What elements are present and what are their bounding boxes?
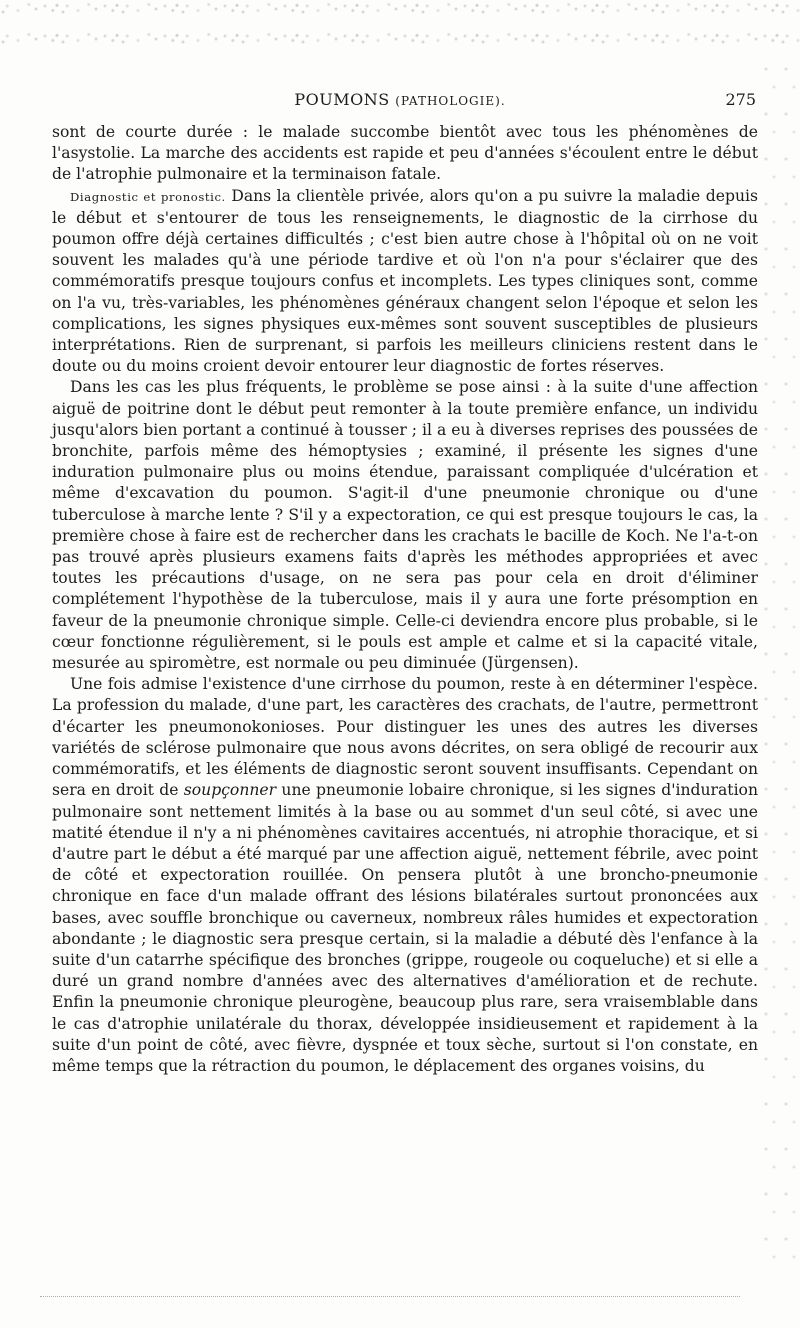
- page-number: 275: [725, 90, 756, 109]
- paragraph-3: Dans les cas les plus fréquents, le problème se pose ainsi : à la suite d'une affection aiguë de poitrine dont le début peut remonter à la toute première enfance, un individu jusqu'alors bien portant a continué à tousser ; il a eu à diverses reprises des poussées de bronchite, parfois même des hémoptysies ; examiné, il présente les signes d'une induration pulmonaire plus ou moins étendue, paraissant compliquée d'ulcération et même d'excavation du poumon. S'agit-il d'une pneumonie chronique ou d'une tuberculose à marche lente ? S'il y a expectoration, ce qui est presque toujours le cas, la première chose à faire est de rechercher dans les crachats le bacille de Koch. Ne l'a-t-on pas trouvé après plusieurs examens faits d'après les méthodes appropriées et avec toutes les précautions d'usage, on ne sera pas pour cela en droit d'éliminer complétement l'hypothèse de la tuberculose, mais il y aura une forte présomption en faveur de la pneumonie chronique simple. Celle-ci deviendra encore plus probable, si le cœur fonctionne régulièrement, si le pouls est ample et calme et si la capacité vitale, mesurée au spiromètre, est normale ou peu diminuée (Jürgensen).: [52, 378, 758, 673]
- body-text: [52, 122, 758, 1077]
- paragraph-4-text-a: Une fois admise l'existence d'une cirrhose du poumon, reste à en déterminer l'espèce. La profession du malade, d'une part, les caractères des crachats, de l'autre, permettront d'écarter les pneumonokonioses. Pour distinguer les unes des autres les diverses variétés de sclérose pulmonaire que nous avons décrites, on sera obligé de recourir aux commémoratifs, et les éléments de diagnostic seront souvent insuffisants. Cependant on sera en droit de: [52, 675, 758, 800]
- paragraph-2-text: Dans la clientèle privée, alors qu'on a pu suivre la maladie depuis le début et s'entourer de tous les renseignements, le diagnostic de la cirrhose du poumon offre déjà certaines difficultés ; c'est bien autre chose à l'hôpital où on ne voit souvent les malades qu'à une période tardive et où l'on n'a pour s'éclairer que des commémoratifs presque toujours confus et incomplets. Les types cliniques sont, comme on l'a vu, très-variables, les phénomènes généraux changent selon l'époque et selon les complications, les signes physiques eux-mêmes sont souvent susceptibles de plusieurs interprétations. Rien de surprenant, si parfois les meilleurs cliniciens restent dans le doute ou du moins croient devoir entourer leur diagnostic de fortes réserves.: [52, 186, 758, 376]
- scan-speckle-right: [760, 60, 800, 1260]
- running-title: [40, 90, 760, 109]
- running-title-main: POUMONS: [294, 90, 390, 109]
- paragraph-2: [52, 186, 758, 378]
- paragraph-4: [52, 674, 758, 1077]
- paragraph-4-text-b: une pneumonie lobaire chronique, si les signes d'induration pulmonaire sont nettement limités à la base ou au sommet d'un seul côté, si avec une matité étendue il n'y a ni phénomènes cavitaires accentués, ni atrophie thoracique, et si d'autre part le début a été marqué par une affection aiguë, nettement fébrile, avec point de côté et expectoration rouillée. On pensera plutôt à une broncho-pneumonie chronique en face d'un malade offrant des lésions bilatérales surtout prononcées aux bases, avec souffle bronchique ou caverneux, nombreux râles humides et expectoration abondante ; le diagnostic sera presque certain, si la maladie a débuté dès l'enfance à la suite d'un catarrhe spécifique des bronches (grippe, rougeole ou coqueluche) et si elle a duré un grand nombre d'années avec des alternatives d'amélioration et de rechute. Enfin la pneumonie chronique pleurogène, beaucoup plus rare, sera vraisemblable dans le cas d'atrophie unilatérale du thorax, développée insidieusement et rapidement à la suite d'un point de côté, avec fièvre, dyspnée et toux sèche, surtout si l'on constate, en même temps que la rétraction du poumon, le déplacement des organes voisins, du: [52, 781, 758, 1075]
- running-title-sub: (PATHOLOGIE).: [395, 94, 506, 108]
- section-heading: Diagnostic et pronostic.: [70, 189, 226, 204]
- page-header: [40, 90, 760, 116]
- scan-speckle-top: [0, 0, 800, 60]
- footer-rule: [40, 1296, 740, 1297]
- paragraph-1: sont de courte durée : le malade succombe bientôt avec tous les phénomènes de l'asystolie. La marche des accidents est rapide et peu d'années s'écoulent entre le début de l'atrophie pulmonaire et la terminaison fatale.: [52, 123, 758, 184]
- paragraph-4-italic: soupçonner: [183, 781, 277, 800]
